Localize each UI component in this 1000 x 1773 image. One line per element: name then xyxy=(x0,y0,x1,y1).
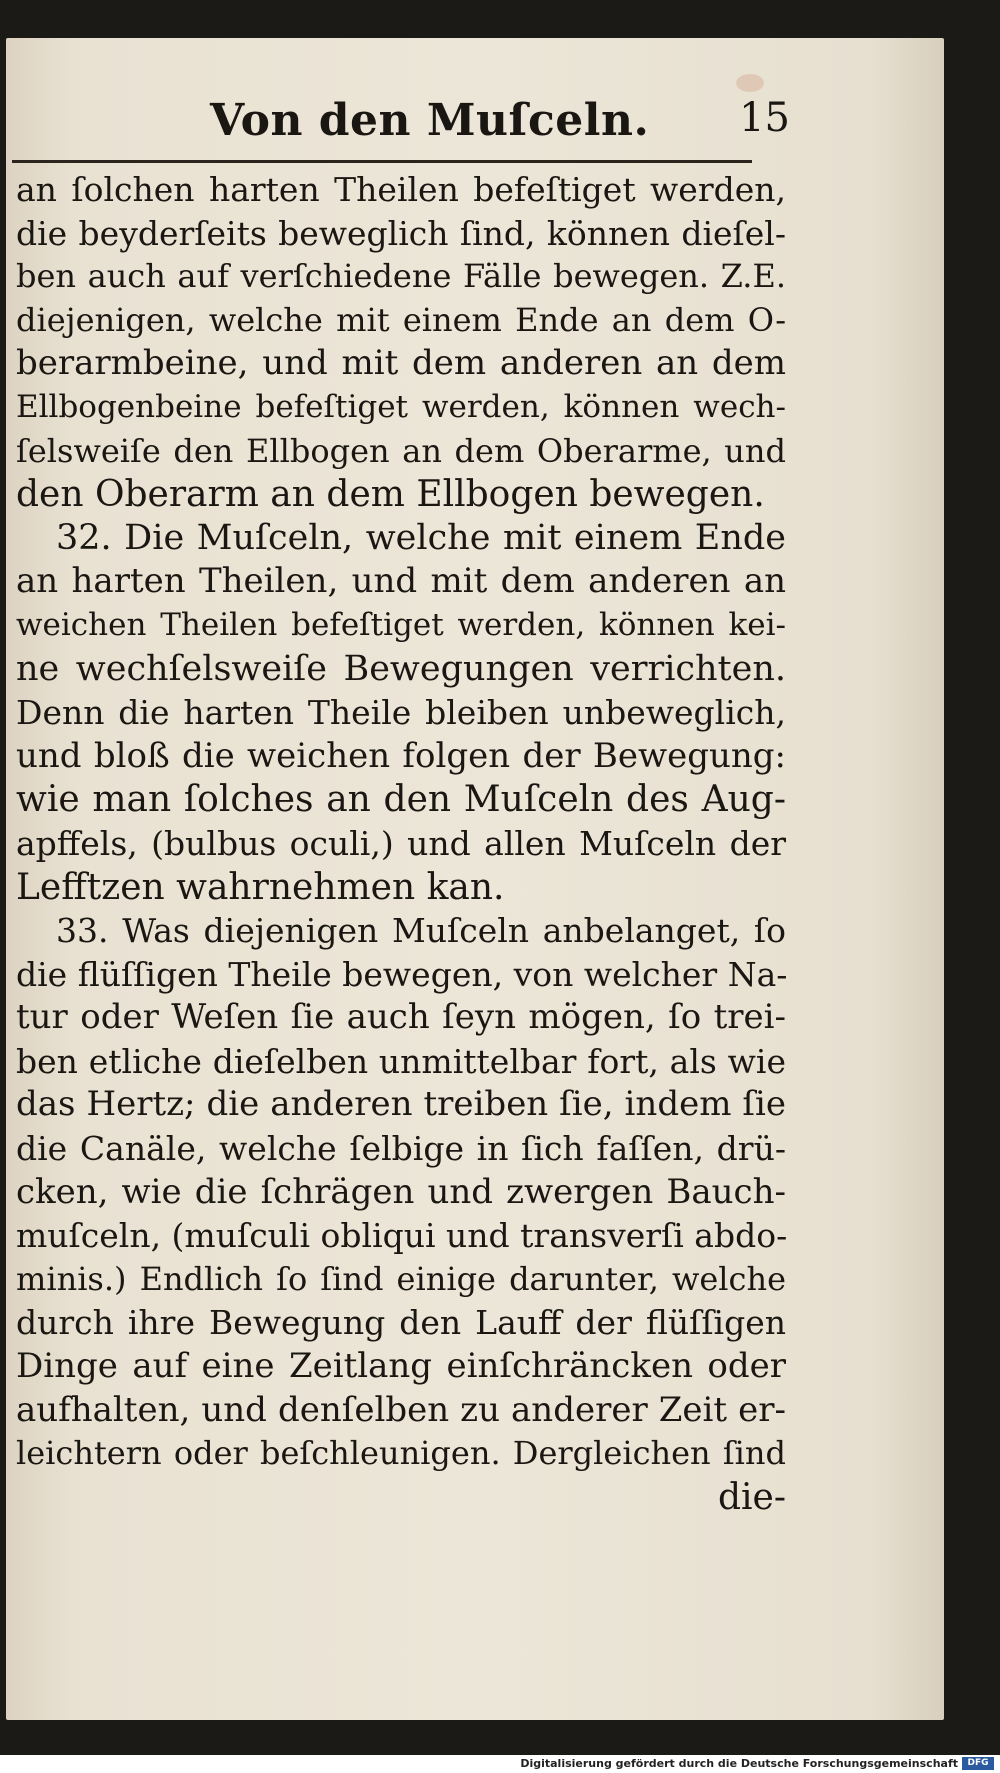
page-number: 15 xyxy=(739,95,790,141)
text-line: und bloß die weichen folgen der Bewegung: xyxy=(16,735,786,776)
text-line: die beyderſeits beweglich ſind, können dieſel- xyxy=(16,213,786,253)
dfg-logo: DFG xyxy=(962,1757,994,1770)
digitization-credit: Digitalisierung gefördert durch die Deutsche Forschungsgemeinschaft xyxy=(520,1757,958,1770)
text-line: ben etliche dieſelben unmittelbar fort, als wie xyxy=(16,1041,786,1081)
text-line: Lefftzen wahrnehmen kan. xyxy=(16,866,505,908)
text-line: an harten Theilen, und mit dem anderen an xyxy=(16,561,786,602)
page-header xyxy=(170,95,790,151)
text-line: 32. Die Muſceln, welche mit einem Ende xyxy=(56,517,786,558)
text-line: muſceln, (muſculi obliqui und transverſi abdo- xyxy=(16,1216,788,1256)
text-line: Ellbogenbeine befeſtiget werden, können wech- xyxy=(16,388,786,425)
text-line: die Canäle, welche ſelbige in ſich faſſen, drü- xyxy=(16,1129,786,1169)
text-line: den Oberarm an dem Ellbogen bewegen. xyxy=(16,474,765,516)
text-line: leichtern oder beſchleunigen. Dergleichen ſind xyxy=(16,1434,786,1473)
text-line: das Hertz; die anderen treiben ſie, indem ſie xyxy=(16,1084,786,1125)
text-line: Dinge auf eine Zeitlang einſchräncken oder xyxy=(16,1346,786,1387)
body-text xyxy=(16,168,786,1519)
catchword: die- xyxy=(717,1476,786,1518)
text-line: apffels, (bulbus oculi,) und allen Muſceln der xyxy=(16,823,786,863)
text-line: berarmbeine, und mit dem anderen an dem xyxy=(16,343,786,384)
running-title: Von den Muſceln. xyxy=(210,95,650,146)
text-line: durch ihre Bewegung den Lauff der flüſſigen xyxy=(16,1303,786,1343)
text-line: Denn die harten Theile bleiben unbeweglich, xyxy=(16,693,786,733)
text-line: minis.) Endlich ſo ſind einige darunter, welche xyxy=(16,1259,786,1298)
header-rule xyxy=(12,160,752,163)
text-line: 33. Was diejenigen Muſceln anbelanget, ſo xyxy=(56,911,786,951)
text-line: weichen Theilen befeſtiget werden, können kei- xyxy=(16,606,786,643)
paper-stain xyxy=(736,74,764,92)
text-line: cken, wie die ſchrägen und zwergen Bauch- xyxy=(16,1171,786,1212)
text-line: an ſolchen harten Theilen befeſtiget werden, xyxy=(16,170,786,209)
text-line: ben auch auf verſchiedene Fälle bewegen. Z.E. xyxy=(16,257,786,296)
text-line: aufhalten, und denſelben zu anderer Zeit er- xyxy=(16,1389,786,1430)
text-line: diejenigen, welche mit einem Ende an dem O- xyxy=(16,300,786,339)
text-line: tur oder Weſen ſie auch ſeyn mögen, ſo trei- xyxy=(16,997,786,1038)
text-line: die flüſſigen Theile bewegen, von welcher Na- xyxy=(16,954,788,994)
text-line: ſelsweiſe den Ellbogen an dem Oberarme, und xyxy=(16,431,786,470)
text-line: ne wechſelsweiſe Bewegungen verrichten. xyxy=(16,648,786,689)
text-line: wie man ſolches an den Muſceln des Aug- xyxy=(16,779,786,821)
